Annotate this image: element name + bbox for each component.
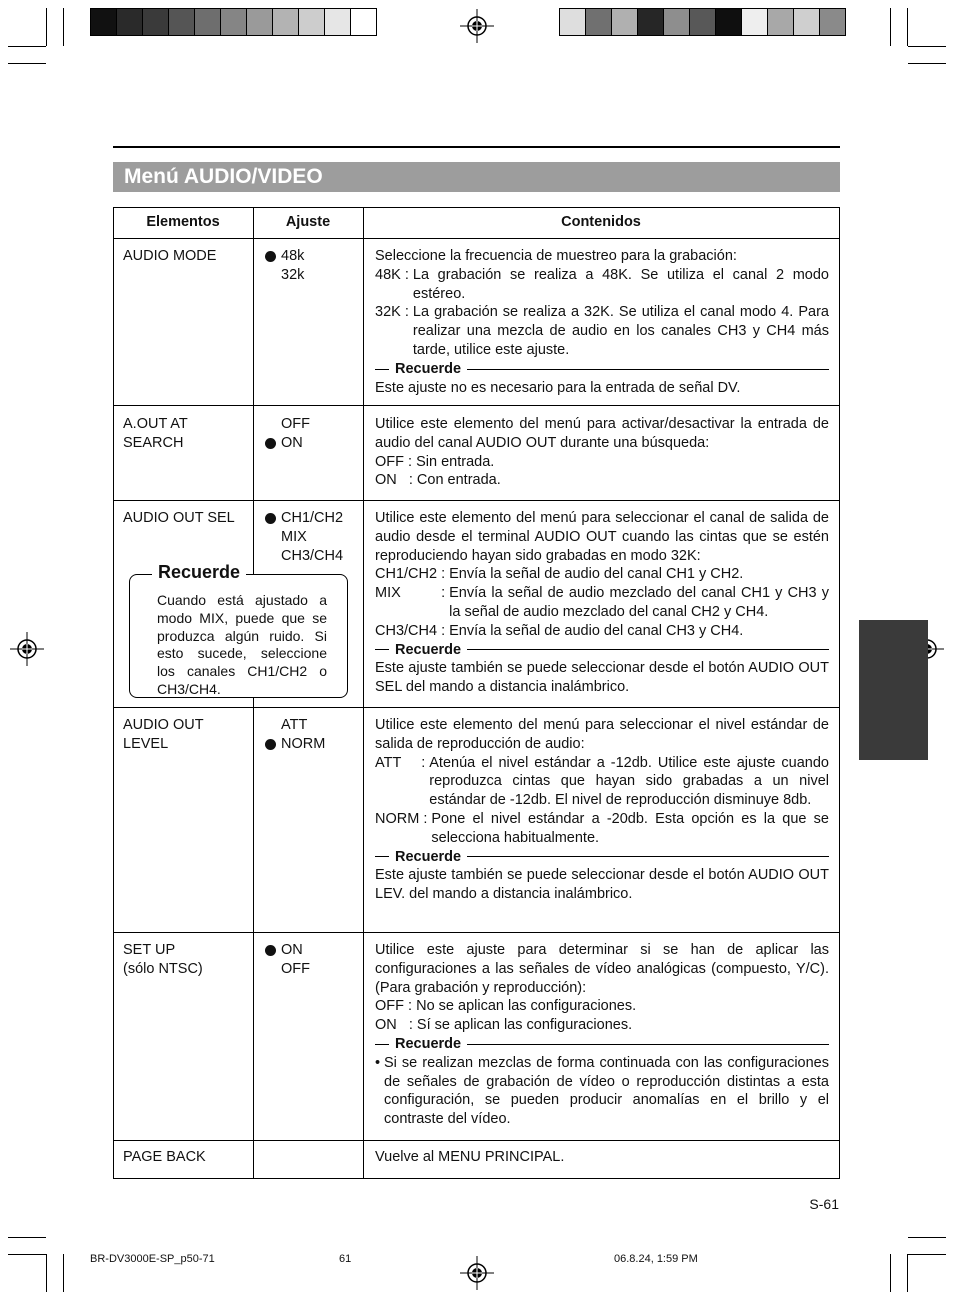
setting-list: ATT NORM (264, 716, 364, 754)
color-swatch (143, 9, 169, 35)
recuerde-heading: Recuerde (375, 1035, 829, 1054)
crop-mark (46, 8, 47, 46)
item-page-back: PAGE BACK (123, 1149, 206, 1165)
color-swatch (690, 9, 716, 35)
crop-mark (63, 1254, 64, 1292)
item-audio-out-level: AUDIO OUT LEVEL (123, 717, 204, 752)
setting-list: OFF ON (264, 415, 364, 453)
color-swatch (612, 9, 638, 35)
crop-mark (908, 46, 946, 47)
page-title: Menú AUDIO/VIDEO (124, 165, 323, 188)
selected-dot-icon (265, 513, 276, 524)
color-bar-left (90, 8, 377, 36)
color-swatch (351, 9, 376, 35)
color-swatch (299, 9, 325, 35)
color-swatch (768, 9, 794, 35)
recuerde-heading: Recuerde (375, 641, 829, 660)
page-number: S-61 (809, 1196, 839, 1212)
crop-mark (46, 1254, 47, 1292)
footer-file: BR-DV3000E-SP_p50-71 (90, 1253, 215, 1265)
item-audio-out-sel: AUDIO OUT SEL (123, 510, 235, 526)
color-swatch (117, 9, 143, 35)
crop-mark (8, 63, 46, 64)
item-aout-search: A.OUT AT SEARCH (123, 416, 188, 451)
crop-mark (907, 1254, 908, 1292)
selected-dot-icon (265, 739, 276, 750)
color-swatch (638, 9, 664, 35)
content-audio-mode: Seleccione la frecuencia de muestreo para la grabación: 48K : La grabación se realiza a 48K. Se utiliza el canal 2 modo estéreo. 32K : La grabación se realiza a 32K. Se utiliza el canal modo 4. Para realizar una mezcla de audio en los canales CH3 y CH4 más tarde, utilice este ajuste. Recuerde Este ajuste no es necesario para la entrada de señal DV. (375, 248, 829, 396)
header-rule (113, 146, 840, 148)
crop-mark (890, 8, 891, 46)
footer-date: 06.8.24, 1:59 PM (614, 1253, 698, 1265)
setting-list: ON OFF (264, 941, 364, 979)
recuerde-box-text: Cuando está ajustado a modo MIX, puede que se produzca algún ruido. Si esto sucede, seleccione los canales CH1/CH2 o CH3/CH4. (157, 592, 327, 697)
selected-dot-icon (265, 438, 276, 449)
header-elementos: Elementos (146, 214, 220, 230)
recuerde-heading: Recuerde (375, 360, 829, 379)
color-swatch (91, 9, 117, 35)
color-swatch (221, 9, 247, 35)
crop-mark (8, 1254, 46, 1255)
content-audio-out-level: Utilice este elemento del menú para seleccionar el nivel estándar de salida de reproducción de audio: ATT : Atenúa el nivel estándar a -12db. Utilice este ajuste cuando reproduzca cintas que hayan sido grabadas a un nivel estándar de -12db. El nivel de reproducción disminuye 8db. NORM : Pone el nivel estándar a -20db. Esta opción es la que se selecciona habitualmente. Recuerde Este ajuste también se puede seleccionar desde el botón AUDIO OUT LEV. del mando a distancia inalámbrico. (375, 717, 829, 903)
header-contenidos: Contenidos (561, 214, 641, 230)
color-swatch (794, 9, 820, 35)
crop-mark (908, 63, 946, 64)
crop-mark (908, 1237, 946, 1238)
footer-sheet: 61 (339, 1253, 352, 1265)
item-set-up: SET UP (sólo NTSC) (123, 942, 203, 977)
settings-table (113, 207, 840, 1179)
header-ajuste: Ajuste (285, 214, 331, 230)
setting-list: 48k 32k (264, 247, 364, 285)
color-swatch (560, 9, 586, 35)
crop-mark (63, 8, 64, 46)
recuerde-heading: Recuerde (375, 848, 829, 867)
content-set-up: Utilice este ajuste para determinar si se han de aplicar las configuraciones a las señales de vídeo analógicas (compuesto, Y/C). (Para grabación y reproducción): OFF : No se aplican las configuraciones. ON : Sí se aplican las configuraciones. Recuerde • Si se realizan mezclas de forma continuada con las configuraciones de señales de grabación de vídeo o reproducción distintas a esta configuración, se pueden producir anomalías en el brillo y el contraste del vídeo. (375, 942, 829, 1128)
setting-list: CH1/CH2 MIX CH3/CH4 (264, 509, 364, 565)
color-swatch (273, 9, 299, 35)
crop-mark (908, 1254, 946, 1255)
selected-dot-icon (265, 251, 276, 262)
color-swatch (664, 9, 690, 35)
item-audio-mode: AUDIO MODE (123, 248, 217, 264)
recuerde-box-title: Recuerde (152, 562, 246, 583)
crop-mark (8, 1237, 46, 1238)
color-swatch (820, 9, 845, 35)
recuerde-box (129, 562, 348, 698)
color-swatch (586, 9, 612, 35)
color-swatch (195, 9, 221, 35)
color-swatch (169, 9, 195, 35)
title-bar (113, 162, 840, 192)
color-swatch (742, 9, 768, 35)
registration-mark-icon (10, 632, 44, 666)
content-audio-out-sel: Utilice este elemento del menú para seleccionar el canal de salida de audio desde el terminal AUDIO OUT cuando las cintas que se estén reproduciendo hayan sido grabadas en modo 32K: CH1/CH2 : Envía la señal de audio del canal CH1 y CH2. MIX : Envía la señal de audio mezclado del canal CH1 y CH3 y la señal de audio mezclado del canal CH2 y CH4. CH3/CH4 : Envía la señal de audio del canal CH3 y CH4. Recuerde Este ajuste también se puede seleccionar desde el botón AUDIO OUT SEL del mando a distancia inalámbrico. (375, 510, 829, 696)
content-aout-search: Utilice este elemento del menú para activar/desactivar la entrada de audio del canal AUDIO OUT durante una búsqueda: OFF : Sin entrada. ON : Con entrada. (375, 416, 829, 489)
color-swatch (247, 9, 273, 35)
crop-mark (890, 1254, 891, 1292)
color-swatch (325, 9, 351, 35)
color-swatch (716, 9, 742, 35)
section-tab (859, 620, 928, 760)
content-page-back: Vuelve al MENU PRINCIPAL. (375, 1149, 565, 1165)
selected-dot-icon (265, 945, 276, 956)
crop-mark (8, 46, 46, 47)
registration-mark-icon (460, 1256, 494, 1290)
color-bar-right (559, 8, 846, 36)
registration-mark-icon (460, 9, 494, 43)
crop-mark (907, 8, 908, 46)
